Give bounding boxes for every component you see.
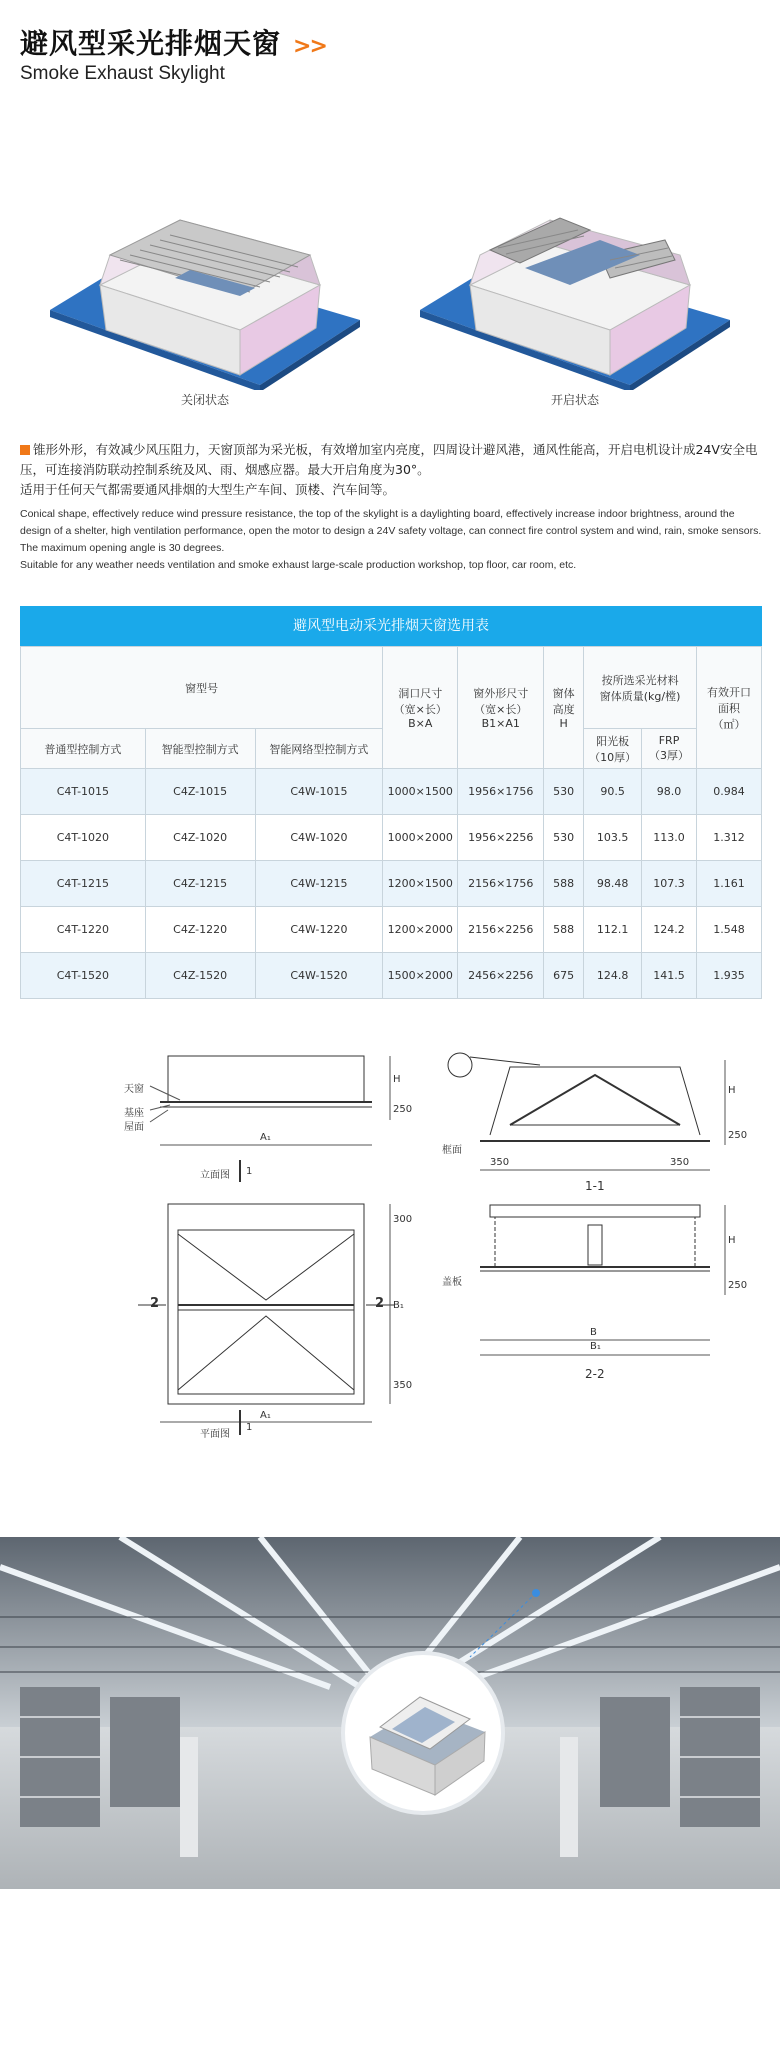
header-effective-area: 有效开口 面积 （㎡） — [697, 647, 762, 769]
elevation-title: 立面图 — [200, 1170, 230, 1181]
table-cell: C4W-1020 — [255, 815, 383, 861]
table-cell: 1.935 — [697, 953, 762, 999]
table-row — [21, 861, 762, 907]
table-cell: C4T-1520 — [21, 953, 146, 999]
dim-350-left: 350 — [490, 1157, 510, 1168]
dim-b1-label: B₁ — [393, 1300, 404, 1311]
header-model: 窗型号 — [21, 647, 383, 729]
table-cell: C4W-1015 — [255, 769, 383, 815]
table-cell: 98.0 — [642, 769, 697, 815]
table-row — [21, 815, 762, 861]
mark-2-left: 2 — [150, 1296, 160, 1311]
header-height: 窗体 高度 H — [544, 647, 584, 769]
dim-h-label: H — [393, 1074, 401, 1085]
description-cn — [20, 440, 765, 500]
skylight-open-image — [410, 160, 740, 390]
table-cell: C4T-1020 — [21, 815, 146, 861]
selection-table-grid — [20, 646, 762, 999]
table-cell: 1.312 — [697, 815, 762, 861]
table-cell: C4Z-1220 — [145, 907, 255, 953]
table-cell: 1200×2000 — [383, 907, 458, 953]
table-cell: 1000×2000 — [383, 815, 458, 861]
header-ordinary: 普通型控制方式 — [21, 729, 146, 769]
description-en-line2: Suitable for any weather needs ventilation and smoke exhaust large-scale production workshop, top floor, car room, etc. — [20, 559, 577, 571]
base-label: 基座 — [124, 1108, 144, 1119]
table-cell: 530 — [544, 815, 584, 861]
page-subtitle: Smoke Exhaust Skylight — [20, 63, 225, 84]
dim-300-label: 300 — [393, 1214, 413, 1225]
table-cell: 1200×1500 — [383, 861, 458, 907]
dim-250-label: 250 — [393, 1104, 413, 1115]
mark-2-right: 2 — [375, 1296, 385, 1311]
table-cell: C4T-1220 — [21, 907, 146, 953]
table-cell: 588 — [544, 861, 584, 907]
table-cell: C4Z-1020 — [145, 815, 255, 861]
header-smart: 智能型控制方式 — [145, 729, 255, 769]
table-cell: 98.48 — [584, 861, 642, 907]
table-cell: 2156×2256 — [458, 907, 544, 953]
table-cell: 112.1 — [584, 907, 642, 953]
table-cell: 124.2 — [642, 907, 697, 953]
skylight-closed-image — [40, 160, 370, 390]
table-cell: 1956×1756 — [458, 769, 544, 815]
dim-350-right: 350 — [670, 1157, 690, 1168]
table-cell: 2456×2256 — [458, 953, 544, 999]
table-row — [21, 907, 762, 953]
table-cell: 107.3 — [642, 861, 697, 907]
table-cell: C4Z-1015 — [145, 769, 255, 815]
description-en-line1: Conical shape, effectively reduce wind pressure resistance, the top of the skylight is a daylighting board, effectively increase indoor brightness, around the design of a shelter, high ventilation performance, open the motor to design a 24V safety voltage, can connect fire control system and wind, rain, smoke sensors. The maximum opening angle is 30 degrees. — [20, 508, 762, 554]
open-state-caption: 开启状态 — [550, 393, 599, 407]
table-title: 避风型电动采光排烟天窗选用表 — [20, 606, 762, 646]
double-arrow-icon: >> — [293, 34, 326, 59]
plan-drawing — [110, 1190, 440, 1440]
dim-b-label: B — [590, 1327, 597, 1338]
dim-h-section22: H — [728, 1235, 736, 1246]
bullet-square-icon — [20, 445, 30, 455]
dim-250-section22: 250 — [728, 1280, 748, 1291]
header-material-weight: 按所选采光材料 窗体质量(kg/樘) — [584, 647, 697, 729]
table-cell: 588 — [544, 907, 584, 953]
skylight-label: 天窗 — [124, 1084, 144, 1095]
elevation-drawing — [110, 1050, 440, 1190]
table-cell: 124.8 — [584, 953, 642, 999]
table-cell: C4Z-1520 — [145, 953, 255, 999]
section-1-1-title: 1-1 — [585, 1179, 605, 1193]
cover-label: 盖板 — [442, 1277, 462, 1288]
table-cell: 1.161 — [697, 861, 762, 907]
warehouse-photo — [0, 1537, 780, 1889]
description-en — [20, 506, 768, 574]
mark-1: 1 — [246, 1166, 253, 1177]
table-cell: C4W-1520 — [255, 953, 383, 999]
table-cell: 1500×2000 — [383, 953, 458, 999]
table-row — [21, 953, 762, 999]
frame-label: 框面 — [442, 1145, 462, 1156]
table-cell: 675 — [544, 953, 584, 999]
section-2-2-drawing — [440, 1195, 750, 1400]
table-cell: 1.548 — [697, 907, 762, 953]
dim-250-section: 250 — [728, 1130, 748, 1141]
table-cell: 1000×1500 — [383, 769, 458, 815]
page-header — [20, 22, 326, 62]
roof-label: 屋面 — [124, 1122, 144, 1133]
table-cell: C4W-1220 — [255, 907, 383, 953]
dim-a1-plan-label: A₁ — [260, 1410, 271, 1421]
table-cell: 113.0 — [642, 815, 697, 861]
dim-h-section: H — [728, 1085, 736, 1096]
table-cell: 141.5 — [642, 953, 697, 999]
header-opening-size: 洞口尺寸 （宽×长） B×A — [383, 647, 458, 769]
table-row — [21, 769, 762, 815]
table-cell: 103.5 — [584, 815, 642, 861]
section-1-1-drawing — [440, 1045, 750, 1195]
table-cell: 2156×1756 — [458, 861, 544, 907]
plan-title: 平面图 — [200, 1429, 230, 1440]
table-cell: C4T-1215 — [21, 861, 146, 907]
dim-a1-label: A₁ — [260, 1132, 271, 1143]
mark-1-plan: 1 — [246, 1422, 253, 1433]
selection-table — [20, 606, 762, 999]
table-cell: C4T-1015 — [21, 769, 146, 815]
header-network: 智能网络型控制方式 — [255, 729, 383, 769]
table-cell: 530 — [544, 769, 584, 815]
description-cn-line1: 锥形外形，有效减少风压阻力，天窗顶部为采光板，有效增加室内亮度，四周设计避风港，通风性能高，开启电机设计成24V安全电压，可连接消防联动控制系统及风、雨、烟感应器。最大开启角度为30°。 — [20, 442, 758, 477]
table-cell: C4W-1215 — [255, 861, 383, 907]
header-frp: FRP （3厚） — [642, 729, 697, 769]
dim-350-label: 350 — [393, 1380, 413, 1391]
description-cn-line2: 适用于任何天气都需要通风排烟的大型生产车间、顶楼、汽车间等。 — [20, 482, 396, 497]
section-2-2-title: 2-2 — [585, 1367, 605, 1381]
header-sun-board: 阳光板 （10厚） — [584, 729, 642, 769]
dim-b1-section: B₁ — [590, 1341, 601, 1352]
table-cell: 1956×2256 — [458, 815, 544, 861]
table-cell: 90.5 — [584, 769, 642, 815]
page-title: 避风型采光排烟天窗 — [20, 27, 282, 60]
header-outer-size: 窗外形尺寸 （宽×长） B1×A1 — [458, 647, 544, 769]
table-cell: C4Z-1215 — [145, 861, 255, 907]
table-cell: 0.984 — [697, 769, 762, 815]
closed-state-caption: 关闭状态 — [180, 393, 229, 407]
